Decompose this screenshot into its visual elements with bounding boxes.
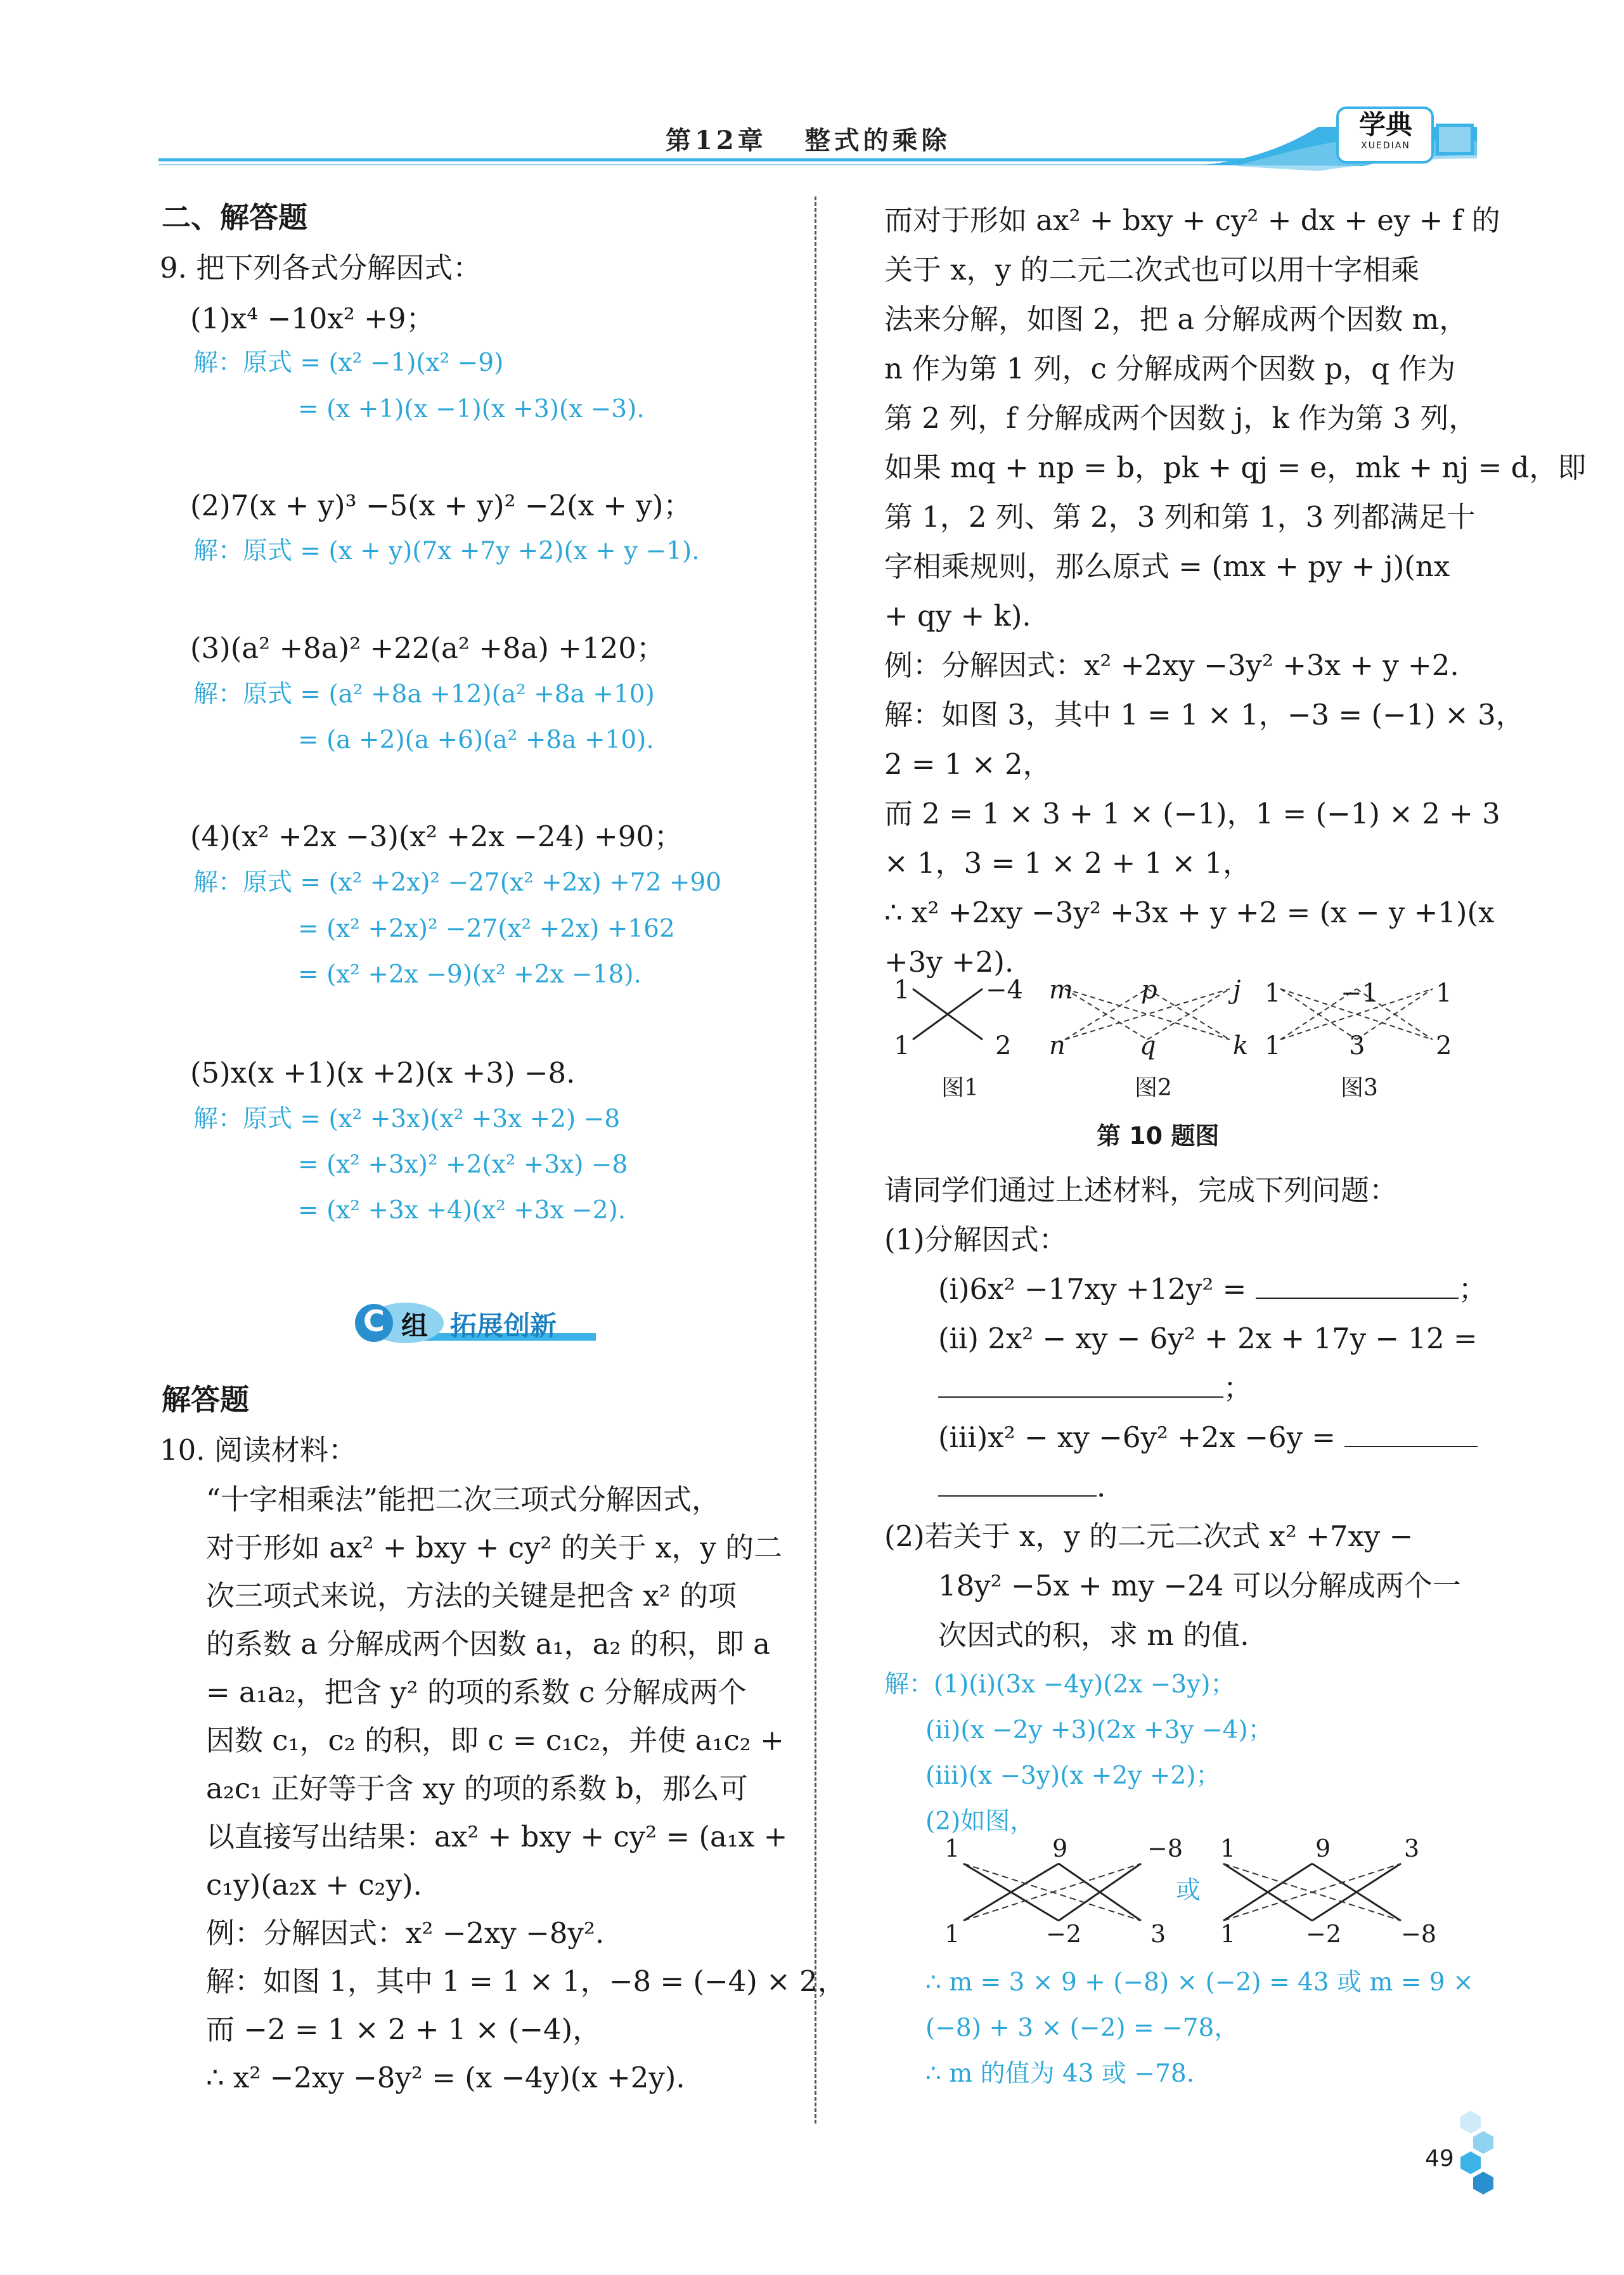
group-badge-letter: C	[363, 1304, 385, 1338]
q10-line: 10. 阅读材料：	[160, 1433, 357, 1467]
q9-part5: (5)x(x +1)(x +2)(x +3) −8.	[190, 1056, 576, 1090]
fig1-caption: 图1	[941, 1075, 979, 1101]
figure-10-diagrams	[875, 970, 1483, 1135]
sfig-c: −8	[1147, 1834, 1183, 1862]
sfig-d: 1	[944, 1920, 960, 1948]
q10-line: 解：如图 1，其中 1 = 1 × 1，−8 = (−4) × 2，	[206, 1964, 846, 1998]
fig3-e: 3	[1349, 1031, 1365, 1060]
brand-name: 学典	[1358, 109, 1412, 140]
solution-end-line: ∴ m = 3 × 9 + (−8) × (−2) = 43 或 m = 9 ×	[925, 1968, 1474, 1997]
solution-end-line: (−8) + 3 × (−2) = −78，	[925, 2014, 1239, 2042]
r-line: n 作为第 1 列，c 分解成两个因数 p，q 作为	[884, 352, 1456, 385]
q9-part4-solution-line2: = (x² +2x)² −27(x² +2x) +162	[298, 915, 675, 943]
fig1-bl: 1	[894, 1031, 910, 1060]
solution-line: (ii)(x −2y +3)(2x +3y −4)；	[925, 1716, 1273, 1744]
answer-blank-i[interactable]	[1256, 1298, 1459, 1299]
r-line: 如果 mq + np = b，pk + qj = e，mk + nj = d，即	[884, 451, 1587, 484]
q10-line: 以直接写出结果：ax² + bxy + cy² = (a₁x +	[206, 1820, 788, 1853]
sfig-b: 9	[1052, 1834, 1068, 1862]
q9-part1: (1)x⁴ −10x² +9；	[190, 302, 435, 335]
solution-line: (2)如图，	[925, 1807, 1035, 1836]
r-line: + qy + k).	[884, 599, 1031, 633]
r-line: 字相乘规则，那么原式 = (mx + py + j)(nx	[884, 550, 1450, 583]
q9-part1-solution-line1: 解：原式 = (x² −1)(x² −9)	[193, 349, 504, 377]
fig3-c: 1	[1436, 979, 1452, 1008]
brand-subtitle: XUEDIAN	[1361, 141, 1410, 151]
q9-part2: (2)7(x + y)³ −5(x + y)² −2(x + y)；	[190, 489, 692, 522]
q9-part3-solution-line1: 解：原式 = (a² +8a +12)(a² +8a +10)	[193, 680, 655, 709]
q9-part5-solution-line3: = (x² +3x +4)(x² +3x −2).	[298, 1196, 626, 1225]
fig3-a: 1	[1265, 979, 1281, 1008]
fig3-caption: 图3	[1341, 1075, 1378, 1101]
q9-part3: (3)(a² +8a)² +22(a² +8a) +120；	[190, 631, 665, 665]
fig2-k: k	[1233, 1031, 1249, 1060]
sfig-f: 3	[1150, 1920, 1166, 1948]
task-intro: 请同学们通过上述材料，完成下列问题：	[884, 1173, 1398, 1207]
q10-line: a₂c₁ 正好等于含 xy 的项的系数 b，那么可	[206, 1772, 748, 1805]
task-1: (1)分解因式：	[884, 1223, 1067, 1256]
fig2-caption: 图2	[1135, 1075, 1172, 1101]
fig2-j: j	[1233, 976, 1241, 1005]
fig2-m: m	[1049, 976, 1073, 1005]
sfig-or: 或	[1176, 1876, 1201, 1905]
solution-line: (iii)(x −3y)(x +2y +2)；	[925, 1762, 1221, 1790]
r-line: 第 1，2 列、第 2，3 列和第 1，3 列都满足十	[884, 500, 1476, 534]
q9-part3-solution-line2: = (a +2)(a +6)(a² +8a +10).	[298, 726, 654, 754]
q9-stem: 9. 把下列各式分解因式：	[160, 251, 482, 285]
r-line: × 1，3 = 1 × 2 + 1 × 1，	[884, 846, 1252, 880]
q9-part5-solution-line1: 解：原式 = (x² +3x)(x² +3x +2) −8	[193, 1105, 621, 1133]
q10-line: c₁y)(a₂x + c₂y).	[206, 1868, 422, 1902]
section-title: 二、解答题	[162, 200, 307, 235]
q9-part4: (4)(x² +2x −3)(x² +2x −24) +90；	[190, 820, 683, 853]
task-1-iii-text: (iii)x² − xy −6y² +2x −6y =	[938, 1421, 1336, 1454]
q9-part1-solution-line2: = (x +1)(x −1)(x +3)(x −3).	[298, 395, 645, 423]
r-line: 解：如图 3，其中 1 = 1 × 1，−3 = (−1) × 3，	[884, 698, 1524, 731]
brand-logo	[1345, 109, 1426, 151]
sfig-i: 3	[1404, 1834, 1420, 1862]
q10-line: “十字相乘法”能把二次三项式分解因式，	[206, 1483, 721, 1516]
hexagon-decoration	[1452, 2111, 1502, 2200]
r-line: 例：分解因式：x² +2xy −3y² +3x + y +2.	[884, 648, 1459, 682]
r-line: 而对于形如 ax² + bxy + cy² + dx + ey + f 的	[884, 203, 1500, 237]
sfig-l: −8	[1401, 1920, 1437, 1948]
q10-line: = a₁a₂，把含 y² 的项的系数 c 分解成两个	[206, 1675, 747, 1709]
sfig-j: 1	[1220, 1920, 1236, 1948]
q10-line: ∴ x² −2xy −8y² = (x −4y)(x +2y).	[206, 2061, 685, 2094]
q9-part4-solution-line3: = (x² +2x −9)(x² +2x −18).	[298, 960, 641, 989]
fig3-f: 2	[1436, 1031, 1452, 1060]
q10-line: 而 −2 = 1 × 2 + 1 × (−4)，	[206, 2013, 602, 2046]
column-divider	[815, 197, 816, 2124]
task-1-iii	[938, 1414, 1478, 1462]
task-2-line: (2)若关于 x，y 的二元二次式 x² +7xy −	[884, 1519, 1414, 1553]
group-title: 拓展创新	[450, 1310, 557, 1341]
r-line: ∴ x² +2xy −3y² +3x + y +2 = (x − y +1)(x	[884, 896, 1495, 929]
q10-line: 因数 c₁，c₂ 的积，即 c = c₁c₂，并使 a₁c₂ +	[206, 1724, 784, 1757]
task-2-line: 次因式的积，求 m 的值.	[938, 1618, 1249, 1652]
figure-1	[913, 989, 983, 1040]
sfig-h: 9	[1315, 1834, 1331, 1862]
q9-part4-solution-line1: 解：原式 = (x² +2x)² −27(x² +2x) +72 +90	[193, 868, 722, 897]
q9-part2-solution-line1: 解：原式 = (x + y)(7x +7y +2)(x + y −1).	[193, 537, 700, 565]
task-1-i: (i)6x² −17xy +12y² = ；	[938, 1272, 1487, 1306]
fig3-b: −1	[1341, 979, 1378, 1008]
r-line: +3y +2).	[884, 945, 1014, 979]
fig2-p: p	[1141, 976, 1157, 1005]
task-1-ii: (ii) 2x² − xy − 6y² + 2x + 17y − 12 =	[938, 1322, 1478, 1355]
task-1-ii-blank: ；	[938, 1364, 1252, 1412]
fig1-tr: −4	[986, 976, 1023, 1005]
group-c-banner	[352, 1303, 599, 1348]
q10-line: 对于形如 ax² + bxy + cy² 的关于 x，y 的二	[206, 1531, 783, 1564]
q10-line: 次三项式来说，方法的关键是把含 x² 的项	[206, 1579, 737, 1613]
figure-title: 第 10 题图	[1097, 1122, 1220, 1150]
answer-blank-ii[interactable]	[938, 1396, 1223, 1398]
r-line: 2 = 1 × 2，	[884, 747, 1052, 781]
task-2-line: 18y² −5x + my −24 可以分解成两个一	[938, 1569, 1461, 1602]
r-line: 第 2 列，f 分解成两个因数 j，k 作为第 3 列，	[884, 401, 1478, 435]
fig2-q: q	[1140, 1031, 1156, 1060]
sfig-k: −2	[1306, 1920, 1342, 1948]
sfig-e: −2	[1046, 1920, 1082, 1948]
fig1-br: 2	[995, 1031, 1012, 1060]
chapter-number: 第12章	[666, 126, 767, 155]
r-line: 法来分解，如图 2，把 a 分解成两个因数 m，	[884, 302, 1468, 336]
fig3-d: 1	[1265, 1031, 1281, 1060]
sfig-a: 1	[944, 1834, 960, 1862]
r-line: 关于 x，y 的二元二次式也可以用十字相乘	[884, 253, 1420, 287]
solution-line: 解：(1)(i)(3x −4y)(2x −3y)；	[884, 1670, 1235, 1699]
r-line: 而 2 = 1 × 3 + 1 × (−1)，1 = (−1) × 2 + 3	[884, 797, 1500, 830]
q10-line: 例：分解因式：x² −2xy −8y².	[206, 1916, 605, 1950]
task-1-iii-blank: .	[938, 1463, 1105, 1511]
group-badge-label: 组	[401, 1310, 429, 1341]
subsection-title: 解答题	[162, 1382, 249, 1417]
fig2-n: n	[1049, 1031, 1066, 1060]
task-1-i-text: (i)6x² −17xy +12y² =	[938, 1272, 1247, 1306]
q9-part5-solution-line2: = (x² +3x)² +2(x² +3x) −8	[298, 1150, 628, 1179]
fig1-tl: 1	[894, 976, 910, 1005]
answer-blank-iii[interactable]	[1344, 1446, 1478, 1447]
answer-blank-iii-cont[interactable]	[938, 1495, 1097, 1497]
sfig-g: 1	[1220, 1834, 1236, 1862]
chapter-topic: 整式的乘除	[804, 126, 951, 155]
q10-line: 的系数 a 分解成两个因数 a₁，a₂ 的积，即 a	[206, 1627, 770, 1661]
page-number: 49	[1425, 2146, 1454, 2172]
solution-end-line: ∴ m 的值为 43 或 −78.	[925, 2059, 1195, 2088]
